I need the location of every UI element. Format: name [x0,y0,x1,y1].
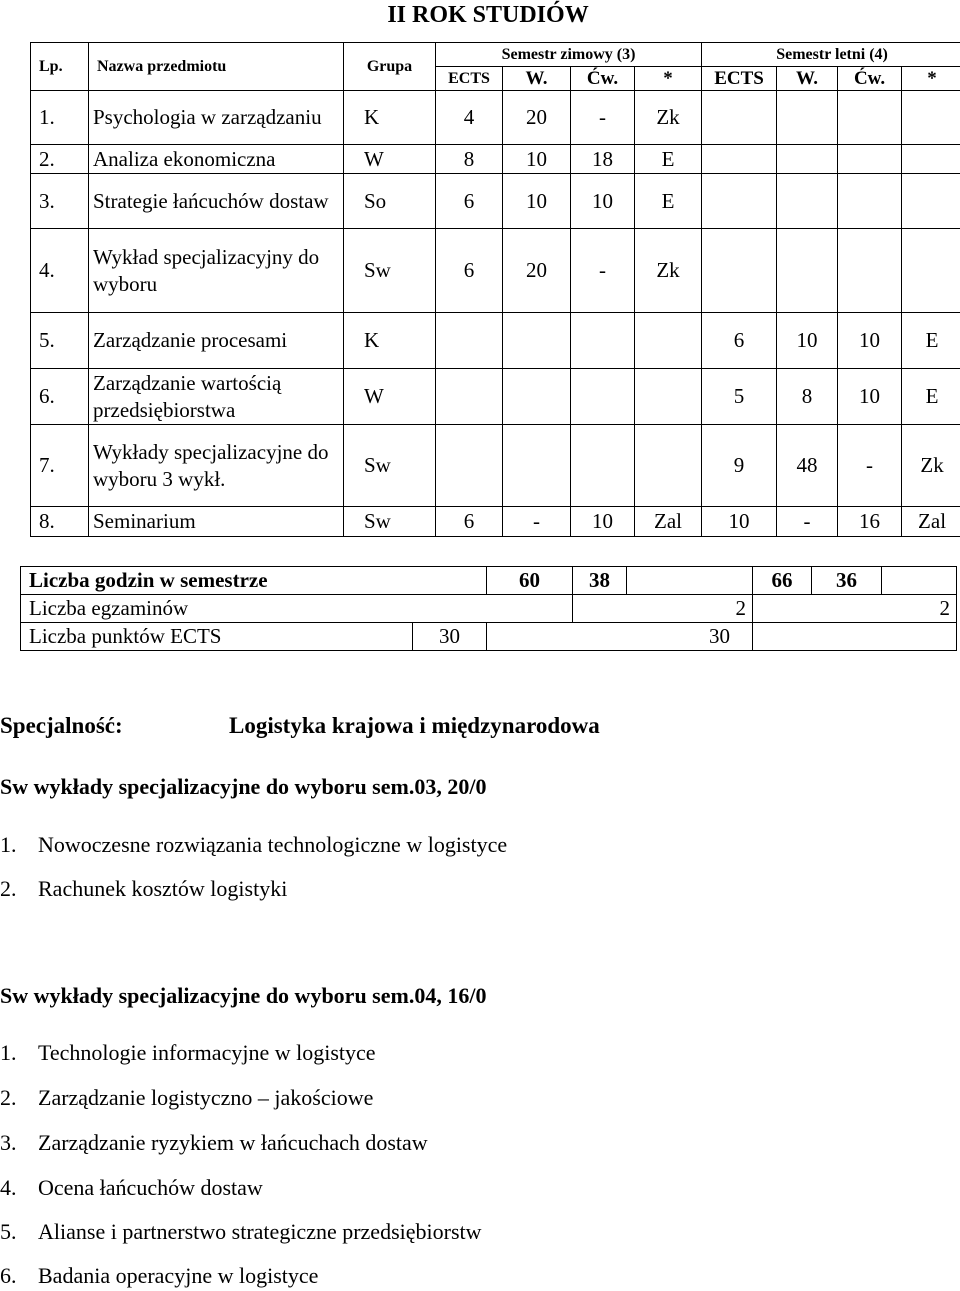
row-winter-cw: 10 [571,174,635,229]
row-summer-ects: 5 [702,369,777,425]
row-winter-star: Zal [635,507,702,537]
row-summer-star [902,145,960,174]
row-subject: Strategie łańcuchów dostaw [89,174,344,229]
row-winter-star [635,313,702,369]
row-winter-star [635,369,702,425]
row-subject: Seminarium [89,507,344,537]
list-item [0,1040,376,1066]
electives-sem4-title: Sw wykłady specjalizacyjne do wyboru sem.04, 16/0 [0,983,487,1008]
header-lp: Lp. [31,43,89,91]
row-winter-w [503,425,571,507]
row-summer-ects: 6 [702,313,777,369]
row-winter-ects [436,313,503,369]
list-item [0,1085,373,1111]
row-summer-w [777,145,838,174]
hours-empty [627,567,753,595]
table-row [31,229,960,313]
row-summer-w: 8 [777,369,838,425]
row-group: W [344,369,436,425]
specialty-label: Specjalność: [0,713,123,738]
row-winter-ects [436,369,503,425]
row-winter-cw: 18 [571,145,635,174]
row-summer-star [902,174,960,229]
header-summer-w: W. [777,67,838,91]
row-lp: 3. [31,174,89,229]
row-winter-cw [571,425,635,507]
row-summer-cw: 10 [838,313,902,369]
row-summer-cw: 10 [838,369,902,425]
row-summer-w [777,229,838,313]
row-summer-cw: 16 [838,507,902,537]
list-item-text: Rachunek kosztów logistyki [38,876,288,901]
row-summer-star: Zal [902,507,960,537]
hours-empty [882,567,957,595]
row-winter-ects: 4 [436,91,503,145]
row-summer-ects [702,174,777,229]
row-lp: 4. [31,229,89,313]
row-group: So [344,174,436,229]
exams-summer: 2 [753,595,957,623]
table-row [31,425,960,507]
row-summer-cw [838,91,902,145]
row-winter-cw [571,313,635,369]
ects-empty [753,623,957,651]
table-row [31,507,960,537]
row-subject: Wykłady specjalizacyjne do wyboru 3 wykł. [89,425,344,507]
curriculum-table [30,42,960,537]
list-item-number: 2. [0,876,17,901]
list-item-text: Nowoczesne rozwiązania technologiczne w logistyce [38,832,508,857]
row-summer-w: - [777,507,838,537]
table-row [31,369,960,425]
summary-row-exams [21,595,957,623]
row-winter-cw: - [571,91,635,145]
row-winter-w [503,313,571,369]
header-name: Nazwa przedmiotu [89,43,344,91]
list-item-number: 1. [0,832,17,857]
row-winter-w: 20 [503,91,571,145]
row-winter-ects: 6 [436,174,503,229]
row-subject: Zarządzanie procesami [89,313,344,369]
header-summer-ects: ECTS [702,67,777,91]
row-lp: 7. [31,425,89,507]
row-winter-cw [571,369,635,425]
row-summer-w: 48 [777,425,838,507]
exams-winter: 2 [573,595,753,623]
specialty-value: Logistyka krajowa i międzynarodowa [229,713,600,738]
summary-row-hours [21,567,957,595]
row-winter-ects [436,425,503,507]
list-item-text: Zarządzanie logistyczno – jakościowe [38,1085,374,1110]
list-item-text: Ocena łańcuchów dostaw [38,1175,263,1200]
header-winter-cw: Ćw. [571,67,635,91]
list-item-number: 4. [0,1175,17,1200]
row-winter-w [503,369,571,425]
exams-label: Liczba egzaminów [21,595,573,623]
header-summer-cw: Ćw. [838,67,902,91]
row-group: Sw [344,229,436,313]
row-lp: 8. [31,507,89,537]
row-group: K [344,313,436,369]
row-winter-star [635,425,702,507]
row-subject: Psychologia w zarządzaniu [89,91,344,145]
list-item [0,1175,263,1201]
ects-summer: 30 [487,623,753,651]
hours-summer-cw: 36 [812,567,882,595]
page-title: II ROK STUDIÓW [387,2,589,28]
list-item [0,876,287,902]
row-summer-star [902,91,960,145]
table-row [31,91,960,145]
row-summer-star [902,229,960,313]
row-summer-cw [838,174,902,229]
row-lp: 6. [31,369,89,425]
list-item-number: 3. [0,1130,17,1155]
row-winter-star: Zk [635,229,702,313]
row-summer-ects: 10 [702,507,777,537]
row-winter-ects: 6 [436,229,503,313]
hours-winter-cw: 38 [573,567,627,595]
ects-label: Liczba punktów ECTS [21,623,413,651]
row-winter-star: E [635,145,702,174]
hours-summer-w: 66 [753,567,812,595]
table-row [31,313,960,369]
row-summer-w [777,91,838,145]
header-group: Grupa [344,43,436,91]
hours-winter-w: 60 [487,567,573,595]
row-winter-w: 20 [503,229,571,313]
header-winter-w: W. [503,67,571,91]
row-lp: 2. [31,145,89,174]
header-summer-star: * [902,67,960,91]
row-winter-star: Zk [635,91,702,145]
list-item [0,1263,318,1289]
row-group: Sw [344,507,436,537]
row-summer-ects [702,229,777,313]
list-item-text: Alianse i partnerstwo strategiczne przedsiębiorstw [38,1219,482,1244]
row-group: Sw [344,425,436,507]
row-group: W [344,145,436,174]
row-subject: Wykład specjalizacyjny do wyboru [89,229,344,313]
row-winter-ects: 8 [436,145,503,174]
row-group: K [344,91,436,145]
row-winter-star: E [635,174,702,229]
row-summer-w: 10 [777,313,838,369]
header-winter-ects: ECTS [436,67,503,91]
row-winter-w: - [503,507,571,537]
list-item [0,1130,428,1156]
row-summer-ects [702,91,777,145]
row-summer-star: Zk [902,425,960,507]
header-summer-semester: Semestr letni (4) [702,43,960,67]
ects-winter: 30 [413,623,487,651]
row-winter-cw: 10 [571,507,635,537]
row-summer-cw [838,145,902,174]
row-winter-w: 10 [503,174,571,229]
header-winter-semester: Semestr zimowy (3) [436,43,702,67]
summary-table [20,566,957,651]
table-row [31,145,960,174]
header-winter-star: * [635,67,702,91]
row-summer-cw: - [838,425,902,507]
hours-label: Liczba godzin w semestrze [21,567,487,595]
row-winter-ects: 6 [436,507,503,537]
row-subject: Analiza ekonomiczna [89,145,344,174]
row-summer-star: E [902,313,960,369]
row-summer-w [777,174,838,229]
row-subject: Zarządzanie wartością przedsiębiorstwa [89,369,344,425]
list-item-number: 1. [0,1040,17,1065]
table-row [31,174,960,229]
row-summer-cw [838,229,902,313]
list-item [0,1219,482,1245]
row-summer-ects: 9 [702,425,777,507]
row-lp: 5. [31,313,89,369]
row-winter-cw: - [571,229,635,313]
list-item-text: Zarządzanie ryzykiem w łańcuchach dostaw [38,1130,428,1155]
list-item-number: 6. [0,1263,17,1288]
list-item-number: 2. [0,1085,17,1110]
electives-sem3-title: Sw wykłady specjalizacyjne do wyboru sem.03, 20/0 [0,774,487,799]
list-item-text: Technologie informacyjne w logistyce [38,1040,376,1065]
row-summer-ects [702,145,777,174]
list-item [0,832,507,858]
row-winter-w: 10 [503,145,571,174]
list-item-number: 5. [0,1219,17,1244]
row-lp: 1. [31,91,89,145]
summary-row-ects [21,623,957,651]
row-summer-star: E [902,369,960,425]
list-item-text: Badania operacyjne w logistyce [38,1263,319,1288]
